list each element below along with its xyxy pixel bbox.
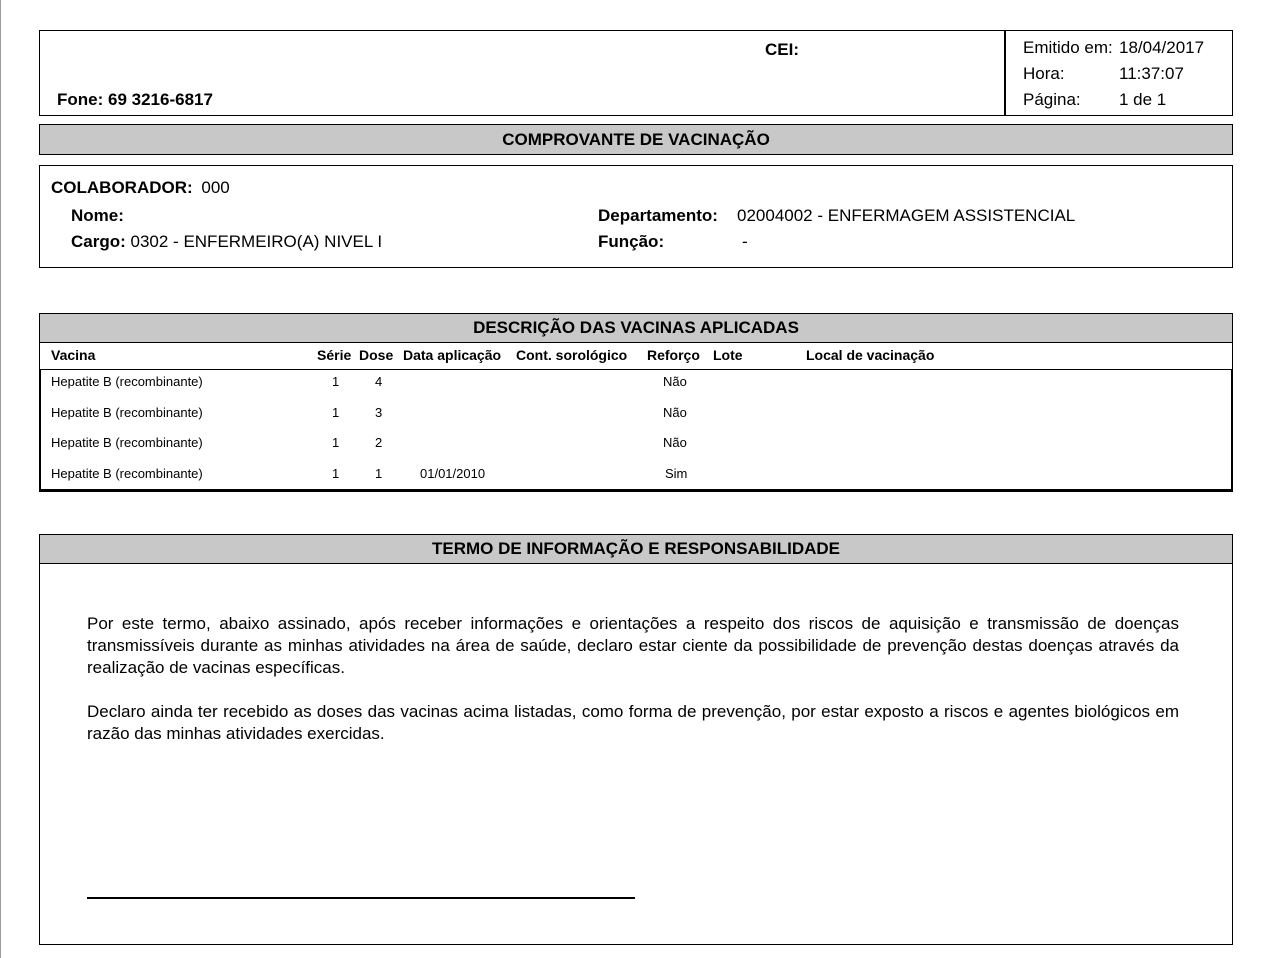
nome-label: Nome: <box>71 206 124 225</box>
cell-dose: 2 <box>375 435 383 450</box>
pagina-value: 1 de 1 <box>1119 90 1167 109</box>
colaborador-line <box>51 178 230 198</box>
vacinas-title: DESCRIÇÃO DAS VACINAS APLICADAS <box>39 313 1233 343</box>
col-dose: Dose <box>359 347 394 363</box>
col-local-vacinacao: Local de vacinação <box>806 347 935 363</box>
termo-paragraph-2: Declaro ainda ter recebido as doses das vacinas acima listadas, como forma de prevenção, por estar exposto a riscos e agentes biológicos em razão das minhas atividades exercidas. <box>87 702 1179 743</box>
cell-serie: 1 <box>332 405 340 420</box>
vacinas-column-headers <box>40 343 1232 369</box>
page-left-edge <box>0 0 1 958</box>
col-lote: Lote <box>713 347 743 363</box>
cell-dose: 4 <box>375 374 383 389</box>
cell-dose: 1 <box>375 466 383 481</box>
emitido-value: 18/04/2017 <box>1119 38 1205 57</box>
table-row <box>41 405 1231 429</box>
header-divider <box>1004 30 1006 116</box>
cell-dose: 3 <box>375 405 383 420</box>
cell-reforco: Não <box>663 435 687 450</box>
fone-line <box>57 90 213 110</box>
cell-reforco: Sim <box>665 466 688 481</box>
fone-label: Fone: <box>57 90 104 109</box>
cargo-value: 0302 - ENFERMEIRO(A) NIVEL I <box>130 232 383 251</box>
col-serie: Série <box>317 347 352 363</box>
vacinas-section <box>39 313 1233 492</box>
signature-line <box>87 897 635 899</box>
col-vacina: Vacina <box>51 347 96 363</box>
cargo-label: Cargo: <box>71 232 126 251</box>
hora-label: Hora: <box>1023 64 1065 83</box>
hora-value: 11:37:07 <box>1119 64 1184 83</box>
col-cont-sorologico: Cont. sorológico <box>516 347 628 363</box>
emitido-label: Emitido em: <box>1023 38 1113 57</box>
vacinas-table-body <box>40 369 1232 491</box>
cell-reforco: Não <box>663 405 687 420</box>
header-box <box>39 30 1233 116</box>
cell-reforco: Não <box>663 374 687 389</box>
cell-vacina: Hepatite B (recombinante) <box>51 435 203 450</box>
cell-data: 01/01/2010 <box>420 466 486 481</box>
termo-paragraph-1: Por este termo, abaixo assinado, após receber informações e orientações a respeito dos riscos de aquisição e transmissão de doenças transmissíveis durante as minhas atividades na área de saúde, declaro estar ciente da possibilidade de prevenção destas doenças através da realização de vacinas específicas. <box>87 614 1179 677</box>
departamento-value: 02004002 - ENFERMAGEM ASSISTENCIAL <box>737 206 1076 225</box>
cell-serie: 1 <box>332 374 340 389</box>
funcao-value: - <box>742 232 748 251</box>
pagina-label: Página: <box>1023 90 1081 109</box>
cell-vacina: Hepatite B (recombinante) <box>51 466 203 481</box>
fone-value: 69 3216-6817 <box>108 90 213 109</box>
col-reforco: Reforço <box>647 347 700 363</box>
table-row <box>41 435 1231 459</box>
cell-serie: 1 <box>332 466 340 481</box>
departamento-label: Departamento: <box>598 206 718 225</box>
cei-label: CEI: <box>765 40 799 59</box>
table-row <box>41 466 1231 490</box>
colaborador-box <box>39 165 1233 268</box>
cell-vacina: Hepatite B (recombinante) <box>51 374 203 389</box>
colaborador-label: COLABORADOR: <box>51 178 193 197</box>
termo-title: TERMO DE INFORMAÇÃO E RESPONSABILIDADE <box>39 534 1233 564</box>
col-data-aplicacao: Data aplicação <box>403 347 502 363</box>
colaborador-value: 000 <box>201 178 230 197</box>
cell-serie: 1 <box>332 435 340 450</box>
document-title: COMPROVANTE DE VACINAÇÃO <box>39 124 1233 155</box>
table-row <box>41 374 1231 398</box>
cargo-line <box>71 232 382 252</box>
cell-vacina: Hepatite B (recombinante) <box>51 405 203 420</box>
funcao-label: Função: <box>598 232 665 251</box>
